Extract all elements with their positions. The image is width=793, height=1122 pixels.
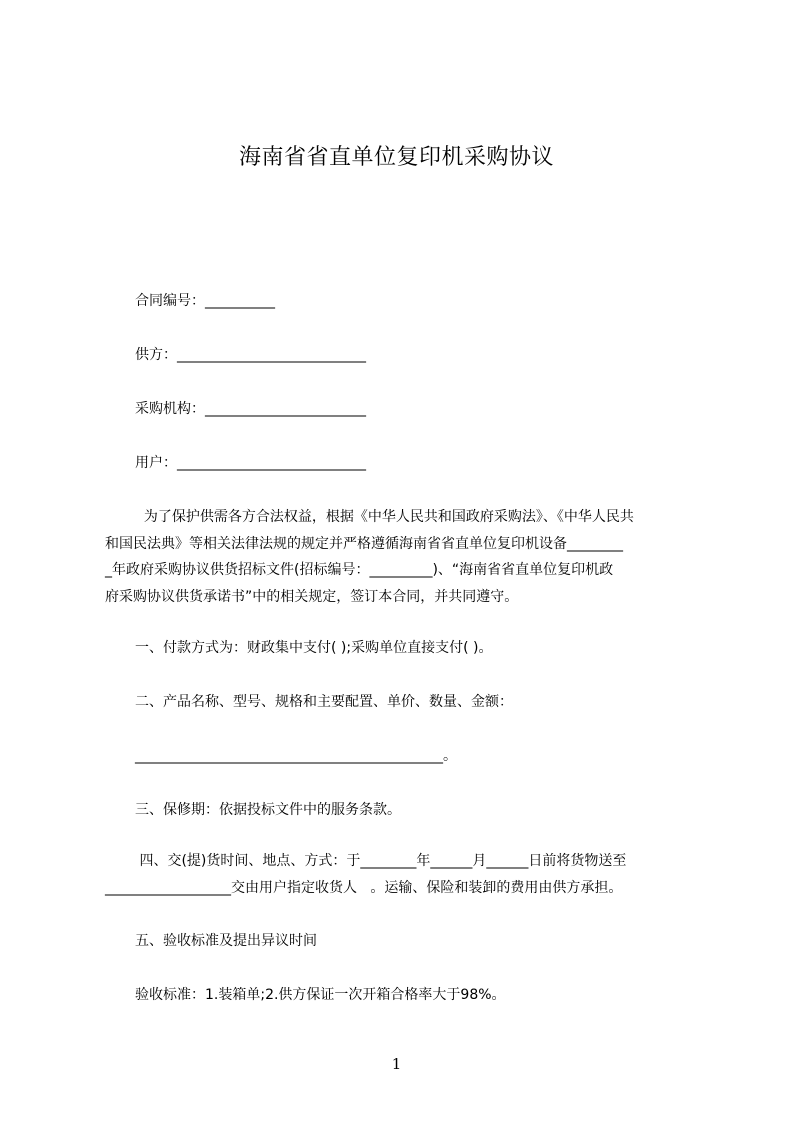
document-title: 海南省省直单位复印机采购协议	[238, 145, 554, 170]
section-delivery-line2: __________________交由用户指定收货人 。运输、保险和装卸的费用由供方承担。	[105, 880, 623, 896]
section-products-blank: ____________________________________________。	[135, 748, 457, 764]
user-field: 用户：___________________________	[135, 455, 366, 471]
section-products: 二、产品名称、型号、规格和主要配置、单价、数量、金额：	[135, 694, 513, 710]
intro-line: 府采购协议供货承诺书”中的相关规定，签订本合同，并共同遵守。	[105, 589, 519, 605]
section-warranty: 三、保修期：依据投标文件中的服务条款。	[135, 802, 401, 818]
section-acceptance-heading: 五、验收标准及提出异议时间	[135, 933, 317, 949]
section-delivery-line1: 四、交(提)货时间、地点、方式：于________年______月______日前将货物送至	[135, 853, 627, 869]
section-payment: 一、付款方式为：财政集中支付( );采购单位直接支付( )。	[135, 640, 493, 656]
contract-number-field: 合同编号：__________	[135, 293, 275, 309]
intro-line: 为了保护供需各方合法权益，根据《中华人民共和国政府采购法》、《中华人民共	[135, 509, 634, 525]
procurement-agency-field: 采购机构：_______________________	[135, 401, 366, 417]
acceptance-standard: 验收标准：1.装箱单;2.供方保证一次开箱合格率大于98%。	[135, 987, 506, 1003]
intro-line: _年政府采购协议供货招标文件(招标编号：_________)、“海南省省直单位复印机政	[105, 562, 614, 578]
page-number: 1	[391, 1055, 402, 1073]
supplier-field: 供方：___________________________	[135, 347, 366, 363]
intro-line: 和国民法典》等相关法律法规的规定并严格遵循海南省省直单位复印机设备________	[105, 536, 623, 552]
